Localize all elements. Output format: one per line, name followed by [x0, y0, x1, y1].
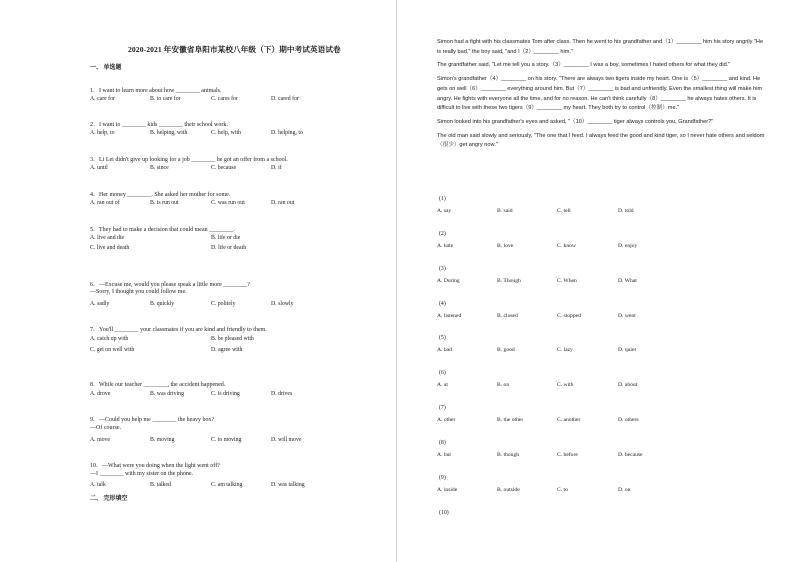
option: D. enjoy: [618, 243, 638, 249]
cloze-number: (10): [439, 510, 449, 516]
option: A. inside: [437, 487, 458, 493]
option: D. life or death: [211, 245, 247, 251]
option: B. talked: [150, 482, 171, 488]
option: C. tell: [557, 208, 571, 214]
option: C. get on well with: [90, 347, 135, 353]
option: A. catch up with: [90, 336, 129, 342]
option: C. know: [557, 243, 576, 249]
option: A. bad: [437, 347, 452, 353]
option: C. cares for: [211, 96, 238, 102]
question-stem: 9．—Could you help me ________ the heavy box?: [90, 417, 215, 423]
option: A. During: [437, 278, 460, 284]
option: B. since: [150, 165, 169, 171]
option: C. politely: [211, 301, 236, 307]
question-stem: 3．Li Lei didn't give up looking for a job ________ he got an offer from a school.: [90, 157, 288, 163]
option: B. to care for: [150, 96, 181, 102]
option: B. outside: [497, 487, 520, 493]
option: A. drove: [90, 391, 111, 397]
option: A. at: [437, 382, 448, 388]
option: D. ran out: [271, 200, 295, 206]
option: A. hate: [437, 243, 454, 249]
option: D. slowly: [271, 301, 294, 307]
cloze-number: (8): [439, 440, 446, 446]
option: B. love: [497, 243, 514, 249]
cloze-number: (1): [439, 196, 446, 202]
option: A. but: [437, 452, 451, 458]
question-stem-reply: —I ________ with my sister on the phone.: [90, 471, 193, 477]
option: D. was talking: [271, 482, 305, 488]
option: A. other: [437, 417, 456, 423]
option: B. is run out: [150, 200, 179, 206]
question-stem-reply: —Sorry, I thought you could follow me.: [90, 289, 187, 295]
cloze-number: (5): [439, 335, 446, 341]
option: C. is driving: [211, 391, 240, 397]
option: B. was driving: [150, 391, 184, 397]
option: A. help, to: [90, 130, 115, 136]
option: D. on: [618, 487, 631, 493]
passage-paragraph: Simon looked into his grandfather's eyes and asked, "（10）________ tiger always controls you, Grandfather?": [437, 118, 714, 125]
option: C. because: [211, 165, 237, 171]
option: D. helping, to: [271, 130, 303, 136]
option: D. because: [618, 452, 643, 458]
option: C. was run out: [211, 200, 245, 206]
option: C. live and death: [90, 245, 130, 251]
question-stem: 10．—What were you doing when the light went off?: [90, 463, 220, 469]
option: B. helping, with: [150, 130, 188, 136]
option: C. stopped: [557, 313, 581, 319]
question-stem: 4．Her money ________. She asked her mother for some.: [90, 192, 231, 198]
question-stem-reply: —Of course.: [90, 425, 121, 431]
option: D. drives: [271, 391, 293, 397]
option: B. quickly: [150, 301, 175, 307]
option: B. said: [497, 208, 513, 214]
option: A. live and die: [90, 235, 125, 241]
cloze-passage: [437, 38, 767, 151]
option: B. on: [497, 382, 510, 388]
option: D. will move: [271, 437, 302, 443]
option: A. say: [437, 208, 452, 214]
option: A. talk: [90, 482, 106, 488]
section-heading-single-choice: 一、 单选题: [90, 65, 122, 71]
option: D. others: [618, 417, 639, 423]
option: A. until: [90, 165, 108, 171]
option: C. to moving: [211, 437, 242, 443]
option: D. cared for: [271, 96, 299, 102]
option: C. with: [557, 382, 574, 388]
option: C. to: [557, 487, 568, 493]
option: B. be pleased with: [211, 336, 254, 342]
cloze-number: (7): [439, 405, 446, 411]
option: B. closed: [497, 313, 518, 319]
option: C. When: [557, 278, 577, 284]
question-stem: 2．I want to ________ kids ________ their school work.: [90, 122, 228, 128]
cloze-number: (6): [439, 370, 446, 376]
option: D. told: [618, 208, 634, 214]
option: C. help, with: [211, 130, 241, 136]
question-stem: 7．You'll ________ your classmates if you are kind and friendly to them.: [90, 327, 267, 333]
page-title: 2020-2021 年安徽省阜阳市某校八年级（下）期中考试英语试卷: [128, 45, 341, 54]
option: D. quiet: [618, 347, 637, 353]
option: B. life or die: [211, 235, 241, 241]
question-stem: 6．—Excuse me, would you please speak a little more ________?: [90, 282, 250, 288]
cloze-number: (9): [439, 475, 446, 481]
option: C. am talking: [211, 482, 243, 488]
option: D. What: [618, 278, 637, 284]
question-stem: 5．They had to make a decision that could mean ________.: [90, 227, 235, 233]
option: A. move: [90, 437, 110, 443]
option: C. another: [557, 417, 581, 423]
option: D. agree with: [211, 347, 243, 353]
option: C. lazy: [557, 347, 573, 353]
option: A. ran out of: [90, 200, 120, 206]
option: D. went: [618, 313, 636, 319]
option: D. about: [618, 382, 638, 388]
passage-paragraph: Simon had a fight with his classmates Tom after class. Then he went to his grandfather and（1）________ him his story angrily "He is really bad," the boy said, "and I（2）________ him.": [437, 39, 764, 55]
option: C. before: [557, 452, 578, 458]
option: D. if: [271, 165, 282, 171]
cloze-number: (3): [439, 266, 446, 272]
passage-paragraph: Simon's grandfather（4）________ on his story. "There are always two tigers inside my heart. One is（5）________ and kind. He gets on well（6）________ everything around him. But（7）________ is bad and unfriendly. Even the smallest thing will make him angry. He fights with everyone all the time, and for no reason. He can't think carefully（8）________ he always hates others. It is difficult to live with these two tigers（9）________ my heart. They both try to control（控制）me.": [437, 76, 763, 112]
passage-paragraph: The grandfather said, "Let me tell you a story.（3）________ I was a boy, sometimes I hated others for what they did.": [437, 62, 731, 69]
option: B. good: [497, 347, 515, 353]
question-stem: 1．I want to learn more about how ________ animals.: [90, 88, 222, 94]
option: B. though: [497, 452, 520, 458]
option: B. moving: [150, 437, 175, 443]
option: A. listened: [437, 313, 462, 319]
section-heading-cloze: 二、 完形填空: [90, 496, 128, 502]
option: A. sadly: [90, 301, 110, 307]
option: B. Though: [497, 278, 521, 284]
passage-paragraph: The old man said slowly and seriously, "The one that I feed. I always feed the good and kind tiger, so I never hate others and seldom（很少）get angry now.": [437, 132, 765, 149]
cloze-number: (2): [439, 231, 446, 237]
question-stem: 8．While our teacher ________, the accident happened.: [90, 382, 226, 388]
cloze-number: (4): [439, 301, 446, 307]
option: A. care for: [90, 96, 115, 102]
option: B. the other: [497, 417, 524, 423]
